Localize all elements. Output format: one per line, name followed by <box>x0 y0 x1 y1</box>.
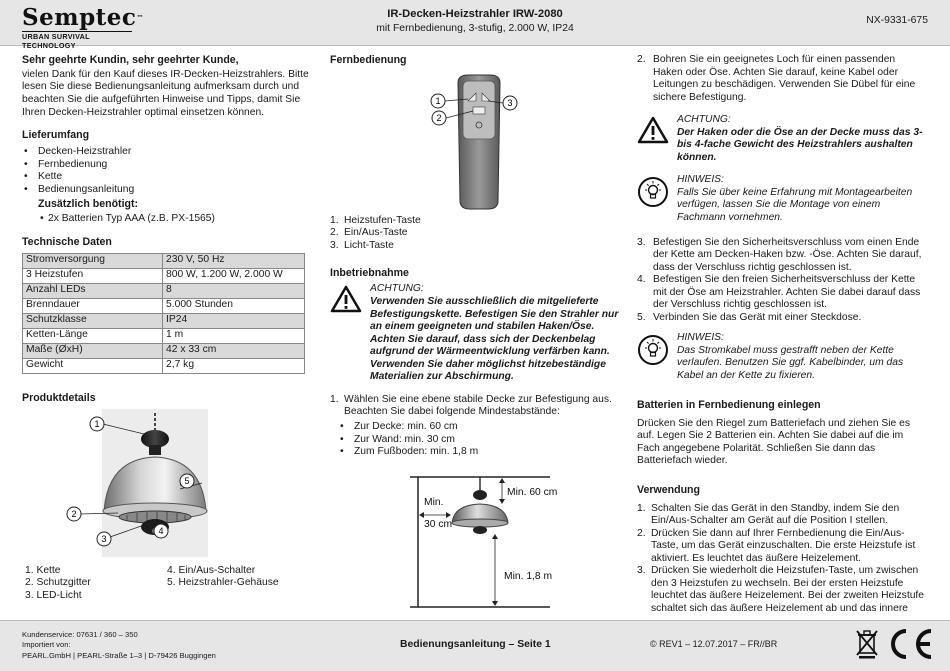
remote-heading: Fernbedienung <box>330 54 407 66</box>
brand-tagline: URBAN SURVIVAL TECHNOLOGY <box>22 31 132 51</box>
setup-step-4: Befestigen Sie den freien Sicherheitsverschluss der Kette mit der Öse am Heizstrahler. Achten Sie dabei darauf dass der Verschluss richtig geschlossen ist. <box>653 274 921 311</box>
page-label: Bedienungsanleitung – Seite 1 <box>400 639 551 650</box>
product-heading: Produktdetails <box>22 391 96 404</box>
legend-item: 3. LED-Licht <box>25 589 82 601</box>
specs-table <box>22 253 305 374</box>
table-cell: 2,7 kg <box>163 358 305 373</box>
extra-heading: Zusätzlich benötigt: <box>38 198 139 211</box>
table-cell: 3 Heizstufen <box>23 268 163 283</box>
callout-1-label: 1 <box>94 418 100 429</box>
table-row <box>23 313 305 328</box>
lightbulb-icon <box>637 334 669 366</box>
table-row <box>23 328 305 343</box>
weee-bin-icon <box>856 629 878 659</box>
importer-label: Importiert von: <box>22 640 71 650</box>
legend-item: 4. Ein/Aus-Schalter <box>167 564 256 576</box>
heater-illustration <box>32 409 282 559</box>
specs-heading: Technische Daten <box>22 235 112 248</box>
column-middle: Fernbedienung 1 2 3 1. Heizstufen-Taste 2. Ein/Aus-Taste 3. Licht-Taste Inbetriebnahme ACHTUNG: Verwenden Sie ausschließlich die mitgelieferte Befestigungskette. Befestigen Sie den Strahler nur an einem geeigneten und stabilen Haken/Öse. Achten Sie darauf, dass sich der Deckenbelag aufgrund der Wärmeentwicklung verfärben kann. Verwenden Sie daher möglichst hitzebeständige Materialien zur Abschirmung. 1. Wählen Sie eine ebene stabile Decke zur Befestigung aus. Beachten Sie dabei folgende Mindestabstände: • Zur Decke: min. 60 cm • Zur Wand: min. 30 cm • Zum Fußboden: min. 1,8 m Min. 60 cm Min. 30 cm Min. 1,8 m <box>330 54 620 611</box>
floor-label: Min. 1,8 m <box>504 570 553 582</box>
column-right: 2. Bohren Sie ein geeignetes Loch für einen passenden Haken oder Öse. Achten Sie darauf, keine Kabel oder Leitungen zu beschädigen. Verwenden Sie Dübel für eine sichere Befestigung. ACHTUNG: Der Haken oder die Öse an der Decke muss das 3- bis 4-fache Gewicht des Heizstrahlers aushalten können. HINWEIS: Falls Sie über keine Erfahrung mit Montagearbeiten verfügen, lassen Sie die Montage von einem Fachmann vornehmen. 3. Befestigen Sie den Sicherheitsverschluss vom einen Ende der Kette am Decken-Haken bzw. -Öse. Achten Sie darauf, dass der Verschluss richtig geschlossen ist. 4. Befestigen Sie den freien Sicherheitsverschluss der Kette mit der Öse am Heizstrahler. Achten Sie dabei darauf dass der Verschluss richtig geschlossen ist. 5. Verbinden Sie das Gerät mit einer Steckdose. HINWEIS: Das Stromkabel muss gestrafft neben der Kette verlaufen. Benutzen Sie ggf. Kabelbinder, um das Kabel an der Kette zu fixieren. Batterien in Fernbedienung einlegen Drücken Sie den Riegel zum Batteriefach und ziehen Sie es auf. Legen Sie 2 Batterien ein. Achten Sie dabei auf die im Fach angegebene Polarität. Schließen Sie dann das Batteriefach wieder. Verwendung 1. Schalten Sie das Gerät in den Standby, indem Sie den Ein/Aus-Schalter am Gerät auf die Position I stellen. 2. Drücken Sie dann auf Ihrer Fernbedienung die Ein/Aus-Taste, um das Gerät einzuschalten. Die erste Heizstufe ist aktiviert. Es leuchtet das äußere Heizelement. 3. Drücken Sie wiederholt die Heizstufen-Taste, um zwischen den 3 Heizstufen zu wechseln. Bei der ersten Heizstufe leuchtet das äußere Heizelement. Bei der zweiten Heizstufe schaltet sich das äußere Heizelement ab und das innere <box>637 54 927 616</box>
greeting: Sehr geehrte Kundin, sehr geehrter Kunde, <box>22 54 239 66</box>
table-row <box>23 298 305 313</box>
product-legend <box>22 565 312 603</box>
legend-item: Licht-Taste <box>344 240 394 252</box>
table-cell: Anzahl LEDs <box>23 283 163 298</box>
note-text: Das Stromkabel muss gestrafft neben der Kette verlaufen. Benutzen Sie ggf. Kabelbinder, um das Kabel an der Kette zu fixieren. <box>677 344 904 382</box>
lightbulb-icon <box>637 176 669 208</box>
remote-callout-3-label: 3 <box>507 97 513 108</box>
wall-label-2: 30 cm <box>424 518 453 530</box>
usage-step-2: Drücken Sie dann auf Ihrer Fernbedienung die Ein/Aus-Taste, um das Gerät einzuschalten. Die erste Heizstufe ist aktiviert. Es leuchtet das äußere Heizelement. <box>651 527 916 564</box>
setup-heading: Inbetriebnahme <box>330 266 409 279</box>
scope-heading: Lieferumfang <box>22 129 90 142</box>
table-cell: 5.000 Stunden <box>163 298 305 313</box>
brand-name: Semptec <box>22 4 137 31</box>
table-cell: IP24 <box>163 313 305 328</box>
warning-box-2 <box>637 114 927 164</box>
distance-list <box>330 421 620 459</box>
usage-heading: Verwendung <box>637 483 700 496</box>
note-title: HINWEIS: <box>677 332 724 344</box>
warning-title: ACHTUNG: <box>370 283 424 295</box>
intro-text: vielen Dank für den Kauf dieses IR-Decken-Heizstrahlers. Bitte lesen Sie diese Bedienungsanleitung aufmerksam durch und beachten Sie die aufgeführten Hinweise und Tipps, damit Sie Ihren Decken-Heizstrahler optimal einsetzen können. <box>22 68 309 118</box>
usage-step-1: Schalten Sie das Gerät in den Standby, indem Sie den Ein/Aus-Schalter am Gerät auf die Position I stellen. <box>651 502 900 527</box>
table-cell: Stromversorgung <box>23 253 163 268</box>
list-item: • Zum Fußboden: min. 1,8 m <box>338 446 620 459</box>
table-cell: 1 m <box>163 328 305 343</box>
remote-illustration <box>330 71 620 211</box>
list-item: • 2x Batterien Typ AAA (z.B. PX-1565) <box>38 213 312 226</box>
extra-list <box>38 213 312 226</box>
table-row <box>23 268 305 283</box>
customer-service: Kundenservice: 07631 / 360 – 350 <box>22 630 138 639</box>
legend-item: Ein/Aus-Taste <box>344 227 408 239</box>
brand-logo: Semptec™ URBAN SURVIVAL TECHNOLOGY <box>22 4 144 50</box>
legend-item: 1. Kette <box>25 564 61 576</box>
importer-address: PEARL.GmbH | PEARL-Straße 1–3 | D-79426 Buggingen <box>22 650 216 660</box>
page-footer <box>0 620 950 671</box>
callout-3-label: 3 <box>101 533 107 544</box>
legend-item: 5. Heizstrahler-Gehäuse <box>167 577 279 589</box>
callout-4-label: 4 <box>158 525 164 536</box>
legend-item: 2. Schutzgitter <box>25 577 91 589</box>
table-cell: 8 <box>163 283 305 298</box>
warning-box <box>330 283 620 383</box>
list-item: • Fernbedienung <box>22 159 312 172</box>
ce-mark-icon <box>885 627 935 661</box>
usage-step-3: Drücken Sie wiederholt die Heizstufen-Taste, um zwischen den 3 Heizstufen zu wechseln. Bei der ersten Heizstufe leuchtet das äußere Heizelement. Bei der zweiten Heizstufe schaltet sich das äußere Heizelement ab und das innere <box>651 565 925 614</box>
list-item: • Zur Decke: min. 60 cm <box>338 421 620 434</box>
table-cell: 800 W, 1.200 W, 2.000 W <box>163 268 305 283</box>
revision: © REV1 – 12.07.2017 – FR//BR <box>650 639 778 649</box>
table-cell: Ketten-Länge <box>23 328 163 343</box>
batteries-heading: Batterien in Fernbedienung einlegen <box>637 398 821 411</box>
page-header <box>0 0 950 50</box>
list-item: • Zur Wand: min. 30 cm <box>338 434 620 447</box>
column-left <box>22 54 312 602</box>
compliance-marks <box>856 627 935 661</box>
table-cell: 230 V, 50 Hz <box>163 253 305 268</box>
table-row <box>23 358 305 373</box>
table-row <box>23 343 305 358</box>
table-row <box>23 253 305 268</box>
note-box-2 <box>637 332 927 382</box>
callout-5-label: 5 <box>184 475 190 486</box>
wall-label-1: Min. <box>424 496 444 508</box>
note-text: Falls Sie über keine Erfahrung mit Montagearbeiten verfügen, lassen Sie die Montage von einem Fachmann vornehmen. <box>677 186 913 224</box>
note-title: HINWEIS: <box>677 174 724 186</box>
clearance-diagram <box>330 471 620 611</box>
list-item: • Decken-Heizstrahler <box>22 146 312 159</box>
setup-step-5: Verbinden Sie das Gerät mit einer Steckdose. <box>653 311 862 323</box>
table-cell: Brenndauer <box>23 298 163 313</box>
legend-item: Heizstufen-Taste <box>344 214 421 226</box>
warning-title: ACHTUNG: <box>677 114 731 126</box>
callout-2-label: 2 <box>71 508 77 519</box>
setup-step-1: Wählen Sie eine ebene stabile Decke zur Befestigung aus. Beachten Sie dabei folgende Mindestabstände: <box>344 393 612 418</box>
table-cell: Maße (ØxH) <box>23 343 163 358</box>
table-cell: 42 x 33 cm <box>163 343 305 358</box>
document-title: IR-Decken-Heizstrahler IRW-2080 <box>387 8 563 20</box>
remote-callout-1-label: 1 <box>435 95 441 106</box>
article-number: NX-9331-675 <box>866 15 928 26</box>
list-item: • Kette <box>22 171 312 184</box>
document-subtitle: mit Fernbedienung, 3-stufig, 2.000 W, IP24 <box>376 23 574 34</box>
warning-icon <box>637 116 669 144</box>
warning-text: Der Haken oder die Öse an der Decke muss das 3- bis 4-fache Gewicht des Heizstrahlers aushalten können. <box>677 126 923 163</box>
remote-callout-2-label: 2 <box>436 112 442 123</box>
note-box <box>637 174 927 224</box>
warning-text: Verwenden Sie ausschließlich die mitgelieferte Befestigungskette. Befestigen Sie den Strahler nur an einem geeigneten und stabilen Haken/Öse. Achten Sie darauf, dass sich der Deckenbelag aufgrund der Wärmeentwicklung verfärben kann. Verwenden Sie daher möglichst hitzebeständige Materialien zur Abschirmung. <box>370 296 619 383</box>
ceiling-label: Min. 60 cm <box>507 486 558 498</box>
table-cell: Schutzklasse <box>23 313 163 328</box>
remote-legend: 1. Heizstufen-Taste 2. Ein/Aus-Taste 3. Licht-Taste <box>330 214 421 252</box>
table-row <box>23 283 305 298</box>
scope-list <box>22 146 312 196</box>
list-item: • Bedienungsanleitung <box>22 184 312 197</box>
setup-step-3: Befestigen Sie den Sicherheitsverschluss vom einen Ende der Kette am Decken-Haken bzw. -Öse. Achten Sie darauf, dass der Verschluss richtig geschlossen ist. <box>653 236 922 273</box>
warning-icon <box>330 285 362 313</box>
batteries-text: Drücken Sie den Riegel zum Batteriefach und ziehen Sie es auf. Legen Sie 2 Batterien ein. Achten Sie dabei auf die im Fach angegebene Polarität. Schließen Sie dann das Batteriefach wieder. <box>637 417 911 467</box>
table-cell: Gewicht <box>23 358 163 373</box>
setup-step-2: Bohren Sie ein geeignetes Loch für einen passenden Haken oder Öse. Achten Sie darauf, keine Kabel oder Leitungen zu beschädigen. Verwenden Sie Dübel für eine sichere Befestigung. <box>653 54 916 103</box>
